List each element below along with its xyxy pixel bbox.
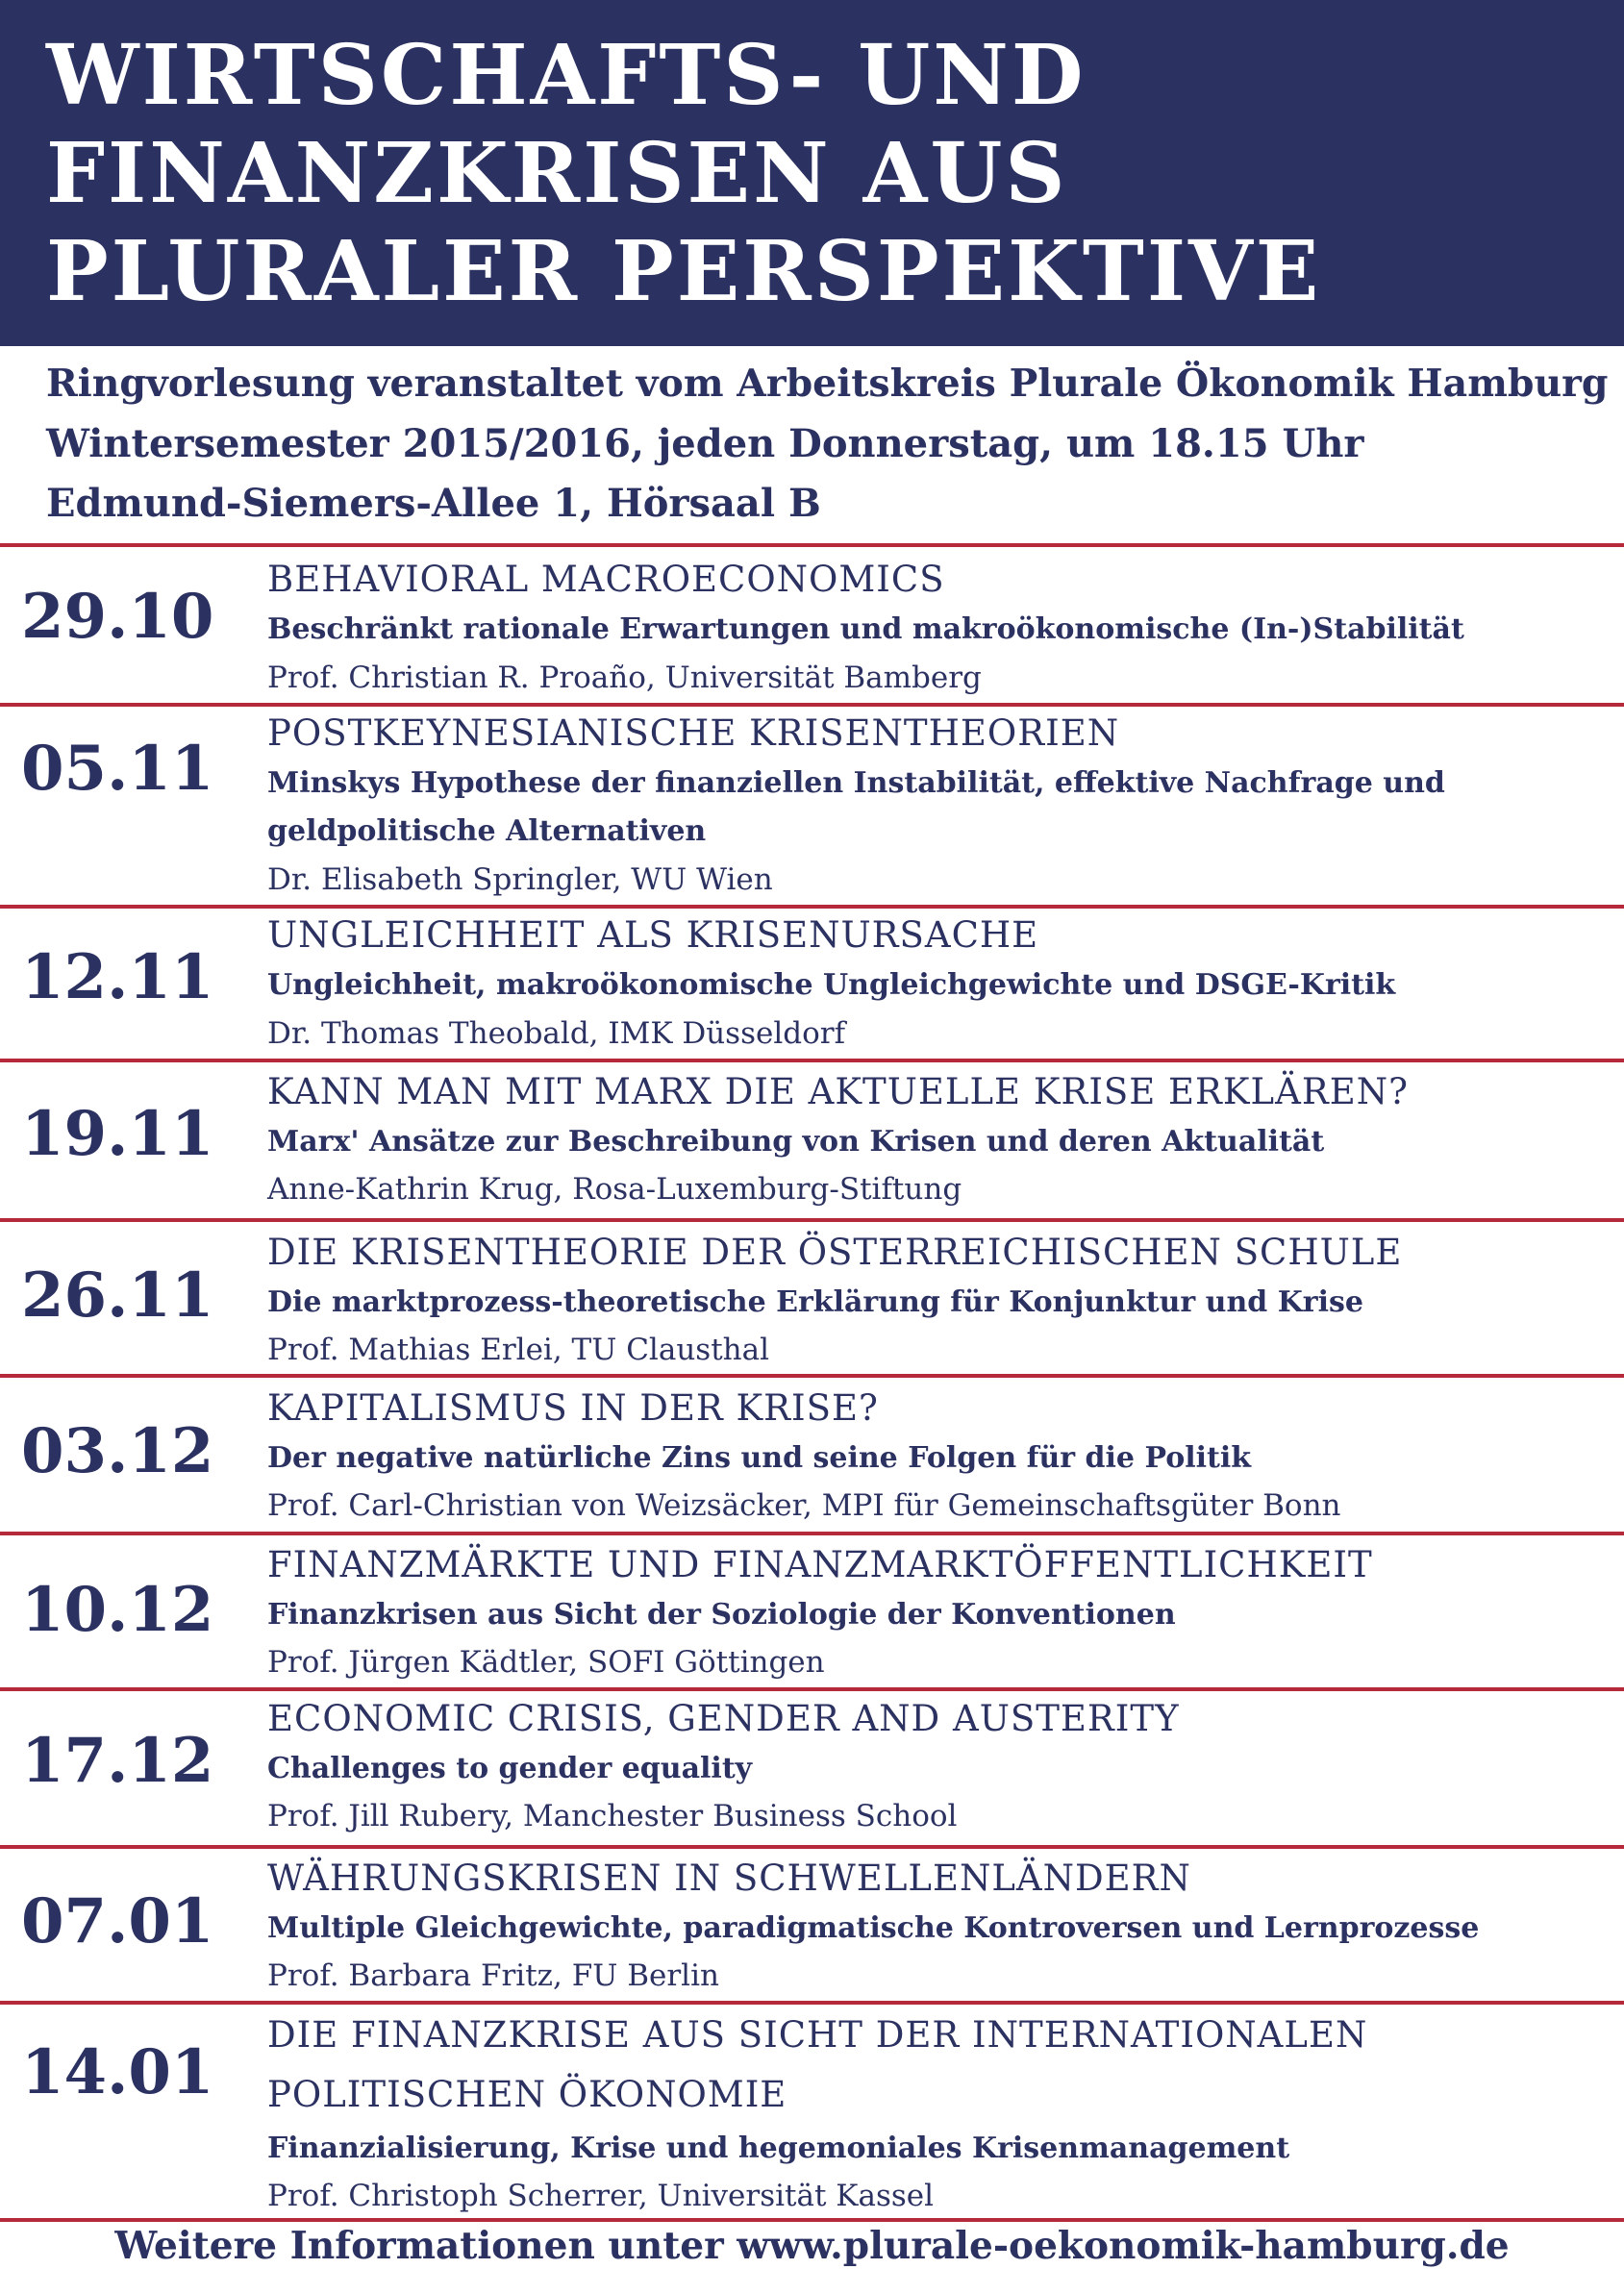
title-line-2: FINANZKRISEN AUS: [46, 125, 1068, 222]
title-line-1: WIRTSCHAFTS- UND: [46, 27, 1087, 124]
lecture-subtitle: Ungleichheit, makroökonomische Ungleichgewichte und DSGE-Kritik: [267, 968, 1396, 1002]
lecture-date: 03.12: [21, 1415, 214, 1487]
title-banner: [0, 0, 1624, 346]
lecture-speaker: Prof. Jill Rubery, Manchester Business School: [267, 1799, 958, 1833]
lecture-date: 29.10: [21, 581, 214, 653]
divider: [0, 1374, 1624, 1378]
lecture-subtitle: Der negative natürliche Zins und seine Folgen für die Politik: [267, 1441, 1252, 1475]
lecture-speaker: Prof. Barbara Fritz, FU Berlin: [267, 1958, 719, 1993]
lecture-speaker: Prof. Christian R. Proaño, Universität Bamberg: [267, 661, 982, 695]
lecture-date: 07.01: [21, 1885, 214, 1957]
lecture-date: 12.11: [21, 941, 214, 1013]
lecture-date: 05.11: [21, 733, 214, 805]
lecture-title: FINANZMÄRKTE UND FINANZMARKTÖFFENTLICHKEIT: [267, 1544, 1373, 1585]
lecture-subtitle-continued: geldpolitische Alternativen: [267, 814, 707, 848]
lecture-date: 17.12: [21, 1725, 214, 1797]
divider: [0, 1218, 1624, 1222]
lecture-speaker: Dr. Thomas Theobald, IMK Düsseldorf: [267, 1016, 846, 1051]
lecture-title: ECONOMIC CRISIS, GENDER AND AUSTERITY: [267, 1698, 1180, 1739]
organizer-line: Ringvorlesung veranstaltet vom Arbeitskreis Plurale Ökonomik Hamburg: [46, 362, 1609, 406]
lecture-subtitle: Minskys Hypothese der finanziellen Instabilität, effektive Nachfrage und: [267, 766, 1445, 800]
lecture-speaker: Anne-Kathrin Krug, Rosa-Luxemburg-Stiftung: [267, 1172, 962, 1207]
divider: [0, 2218, 1624, 2222]
lecture-date: 26.11: [21, 1259, 214, 1332]
lecture-subtitle: Multiple Gleichgewichte, paradigmatische Kontroversen und Lernprozesse: [267, 1911, 1480, 1945]
lecture-title: KANN MAN MIT MARX DIE AKTUELLE KRISE ERKLÄREN?: [267, 1071, 1409, 1112]
lecture-date: 19.11: [21, 1098, 214, 1170]
venue-line: Edmund-Siemers-Allee 1, Hörsaal B: [46, 481, 821, 526]
lecture-speaker: Prof. Carl-Christian von Weizsäcker, MPI für Gemeinschaftsgüter Bonn: [267, 1488, 1341, 1523]
divider: [0, 1687, 1624, 1691]
lecture-subtitle: Beschränkt rationale Erwartungen und makroökonomische (In-)Stabilität: [267, 612, 1464, 646]
divider: [0, 1532, 1624, 1535]
lecture-subtitle: Challenges to gender equality: [267, 1752, 753, 1785]
divider: [0, 905, 1624, 909]
divider: [0, 1845, 1624, 1849]
divider: [0, 1059, 1624, 1062]
title-line-3: PLURALER PERSPEKTIVE: [46, 223, 1322, 320]
divider: [0, 703, 1624, 707]
lecture-title: DIE FINANZKRISE AUS SICHT DER INTERNATIONALEN: [267, 2014, 1368, 2056]
lecture-date: 14.01: [21, 2036, 214, 2108]
lecture-speaker: Dr. Elisabeth Springler, WU Wien: [267, 862, 773, 897]
lecture-title: BEHAVIORAL MACROECONOMICS: [267, 559, 945, 600]
lecture-title: KAPITALISMUS IN DER KRISE?: [267, 1387, 879, 1429]
lecture-title: POSTKEYNESIANISCHE KRISENTHEORIEN: [267, 712, 1120, 754]
lecture-title: WÄHRUNGSKRISEN IN SCHWELLENLÄNDERN: [267, 1858, 1191, 1899]
lecture-title: DIE KRISENTHEORIE DER ÖSTERREICHISCHEN SCHULE: [267, 1232, 1403, 1273]
lecture-speaker: Prof. Jürgen Kädtler, SOFI Göttingen: [267, 1645, 825, 1680]
lecture-date: 10.12: [21, 1574, 214, 1646]
footer-info: Weitere Informationen unter www.plurale-oekonomik-hamburg.de: [114, 2224, 1510, 2268]
lecture-subtitle: Finanzkrisen aus Sicht der Soziologie der Konventionen: [267, 1598, 1176, 1632]
schedule-line: Wintersemester 2015/2016, jeden Donnerstag, um 18.15 Uhr: [46, 421, 1364, 466]
lecture-subtitle: Finanzialisierung, Krise und hegemoniales Krisenmanagement: [267, 2132, 1290, 2165]
lecture-speaker: Prof. Mathias Erlei, TU Clausthal: [267, 1333, 770, 1367]
lecture-title: UNGLEICHHEIT ALS KRISENURSACHE: [267, 914, 1039, 956]
divider: [0, 543, 1624, 547]
lecture-subtitle: Marx' Ansätze zur Beschreibung von Krisen und deren Aktualität: [267, 1125, 1325, 1159]
lecture-title-continued: POLITISCHEN ÖKONOMIE: [267, 2074, 787, 2115]
lecture-subtitle: Die marktprozess-theoretische Erklärung für Konjunktur und Krise: [267, 1285, 1363, 1319]
lecture-speaker: Prof. Christoph Scherrer, Universität Kassel: [267, 2179, 935, 2213]
divider: [0, 2001, 1624, 2005]
